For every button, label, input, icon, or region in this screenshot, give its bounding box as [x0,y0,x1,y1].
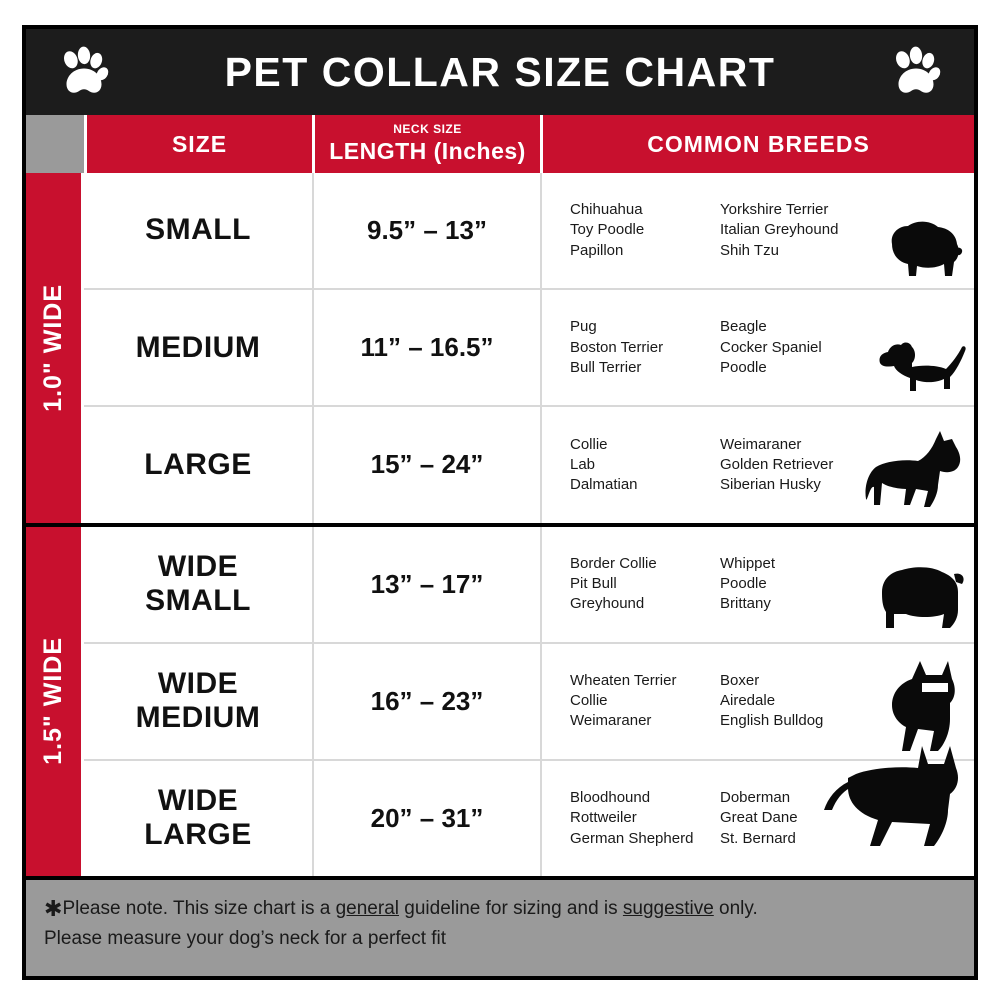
breed-item: Greyhound [570,595,645,613]
breed-columns [570,554,880,615]
length-value: 15” – 24” [370,449,484,480]
cell-size [84,407,312,522]
footer-text-e: only. [713,898,758,919]
column-header-size-label: SIZE [171,130,228,157]
table-row [84,407,974,522]
breed-column-1 [570,554,720,615]
breed-item: Bull Terrier [570,358,642,376]
cell-breeds [540,761,974,876]
cell-length [312,527,540,642]
footer-text-suggestive: suggestive [622,898,714,919]
size-label-line1: WIDE [157,549,239,583]
breed-columns [570,671,880,732]
breed-column-2 [720,554,880,615]
table-row [84,290,974,407]
breed-item: Siberian Husky [720,476,821,494]
column-header-size [87,115,315,173]
breed-column-1 [570,788,720,849]
breed-column-1 [570,671,720,732]
cell-size [84,644,312,759]
column-header-length [315,115,543,173]
breed-item: German Shepherd [570,829,694,847]
size-label: SMALL [145,213,251,247]
length-value: 11” – 16.5” [360,332,494,363]
group-label-1-5-wide [26,527,84,877]
cell-length [312,761,540,876]
table-body [26,173,974,876]
breed-item: Boston Terrier [570,338,664,356]
breed-columns [570,788,880,849]
group-1-5-wide [26,527,974,877]
breed-item: Pit Bull [570,574,617,592]
breed-item: Yorkshire Terrier [720,201,829,219]
bulldog-silhouette [868,556,968,642]
size-label: LARGE [144,447,252,481]
breed-item: Rottweiler [570,809,637,827]
breed-column-2 [720,435,880,496]
breed-item: Boxer [720,671,760,689]
breed-item: Italian Greyhound [720,221,839,239]
small-fluffy-dog-silhouette [882,214,968,288]
table-row [84,644,974,761]
table-row [84,761,974,876]
size-label-line2: LARGE [144,818,252,852]
cell-breeds [540,407,974,522]
cell-size [84,761,312,876]
size-label-line2: MEDIUM [135,701,261,735]
column-header-neck-size-label: NECK SIZE [393,122,462,137]
cell-size [84,527,312,642]
cell-length [312,644,540,759]
size-label-line2: SMALL [145,584,251,618]
chart-header [26,29,974,115]
breed-column-2 [720,200,880,261]
breed-item: Cocker Spaniel [720,338,822,356]
breed-column-2 [720,317,880,378]
column-header-breeds [543,115,974,173]
cell-size [84,290,312,405]
breed-item: Shih Tzu [720,241,779,259]
breed-column-1 [570,200,720,261]
breed-item: Bloodhound [570,789,651,807]
breed-column-2 [720,671,880,732]
table-row [84,173,974,290]
breed-item: Lab [570,455,596,473]
breed-item: Poodle [720,574,767,592]
cell-breeds [540,644,974,759]
paw-print-icon [888,44,944,100]
column-header-breeds-label: COMMON BREEDS [647,130,870,157]
footer-note [26,876,974,976]
cell-length [312,407,540,522]
breed-item: Toy Poodle [570,221,645,239]
group-rows [84,173,974,523]
asterisk-icon: ✱ [44,896,63,921]
cell-length [312,173,540,288]
footer-text-general: general [335,898,399,919]
length-value: 9.5” – 13” [367,215,487,246]
breed-item: Weimaraner [570,712,652,730]
group-label-text: 1.0" WIDE [39,283,67,412]
footer-line-2: Please measure your dog’s neck for a perfect fit [44,928,447,949]
breed-item: Brittany [720,595,771,613]
footer-text-a: Please note. This size chart is a [62,898,336,919]
cell-breeds [540,290,974,405]
footer-text-c: guideline for sizing and is [399,898,623,919]
length-value: 16” – 23” [370,685,484,716]
breed-item: Wheaten Terrier [570,671,677,689]
chart-frame [22,25,978,980]
breed-item: Collie [570,435,608,453]
size-label: MEDIUM [135,330,261,364]
breed-column-1 [570,435,720,496]
breed-item: Weimaraner [720,435,802,453]
length-value: 20” – 31” [370,802,484,833]
size-label-line1: WIDE [157,783,239,817]
header-corner-spacer [26,115,87,173]
footer-line-1 [44,892,956,925]
breed-item: Poodle [720,358,767,376]
table-header-row [26,115,974,173]
cell-length [312,290,540,405]
group-label-1-0-wide [26,173,84,523]
breed-column-2 [720,788,880,849]
breed-item: Collie [570,692,608,710]
breed-item: St. Bernard [720,829,796,847]
group-1-0-wide [26,173,974,527]
breed-columns [570,435,880,496]
breed-item: Dalmatian [570,476,638,494]
breed-item: Airedale [720,692,776,710]
breed-item: Pug [570,318,597,336]
breed-item: Golden Retriever [720,455,834,473]
breed-columns [570,200,880,261]
page-title: PET COLLAR SIZE CHART [224,48,776,95]
length-value: 13” – 17” [370,568,484,599]
breed-item: Chihuahua [570,201,643,219]
breed-column-1 [570,317,720,378]
beagle-dog-silhouette [868,333,968,405]
breed-item: Border Collie [570,554,657,572]
group-label-text: 1.5" WIDE [39,637,67,766]
cell-breeds [540,173,974,288]
table-row [84,527,974,644]
paw-print-icon [56,44,112,100]
size-label-line1: WIDE [157,666,239,700]
breed-item: Whippet [720,554,776,572]
breed-item: Doberman [720,789,791,807]
breed-columns [570,317,880,378]
breed-item: English Bulldog [720,712,824,730]
cell-breeds [540,527,974,642]
column-header-length-label: LENGTH (Inches) [329,137,526,164]
size-table [26,115,974,876]
group-rows [84,527,974,877]
breed-item: Great Dane [720,809,798,827]
breed-item: Beagle [720,318,767,336]
breed-item: Papillon [570,241,624,259]
cell-size [84,173,312,288]
